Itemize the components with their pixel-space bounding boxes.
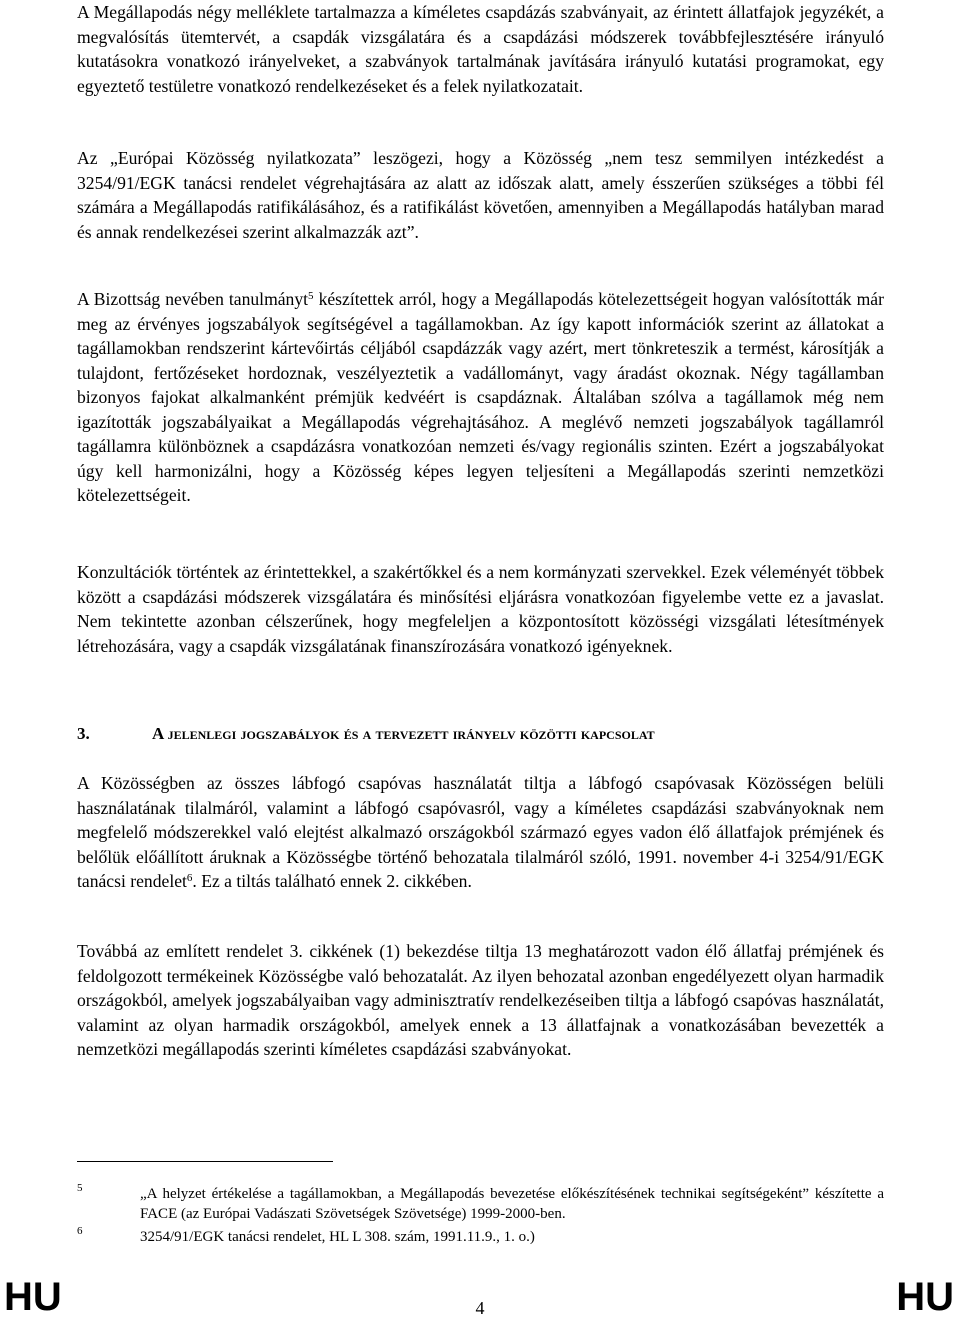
section-title: A jelenlegi jogszabályok és a tervezett irányelv közötti kapcsolat [152, 724, 655, 743]
paragraph-text: A Bizottság nevében tanulmányt [77, 289, 309, 309]
footnote-reference-5[interactable]: 5 [308, 290, 314, 302]
footnote-separator [77, 1161, 333, 1162]
footnote-mark: 5 [77, 1182, 83, 1194]
section-heading [77, 722, 884, 746]
paragraph-text: készítettek arról, hogy a Megállapodás kötelezettségeit hogyan valósították már meg az érvényes jogszabályok segítségével a tagállamokban. Az így kapott információk szerint az állatokat a tagállamokban rendszerint kártevőirtás céljából csapdázzák vagy azért, mert tönkreteszik a termést, károsítják a tulajdont, fertőzéseket hordoznak, veszélyeztetik a vadállományt, vagy áradást okoznak. Négy tagállamban bizonyos fajokat alkalmanként prémjük kedvéért is csapdáznak. Általában szólva a tagállamok még nem igazították jogszabályaikat a Megállapodás végrehajtásához. A meglévő nemzeti jogszabályok tagállamról tagállamra különböznek a csapdázásra vonatkozóan nemzeti és/vagy regionális szinten. Ezért a jogszabályokat úgy kell harmonizálni, hogy a Közösség képes legyen teljesíteni a Megállapodás szerinti nemzetközi kötelezettségeit. [77, 289, 884, 505]
footnote-mark: 6 [77, 1225, 83, 1237]
footnote-text: „A helyzet értékelése a tagállamokban, a Megállapodás bevezetése előkészítésének technikai segítségeként” készítette a FACE (az Európai Vadászati Szövetségek Szövetsége) 1999-2000-ben. [140, 1186, 884, 1222]
footnote-text: 3254/91/EGK tanácsi rendelet, HL L 308. szám, 1991.11.9., 1. o.) [140, 1229, 535, 1245]
paragraph-text: . Ez a tiltás található ennek 2. cikkében. [192, 871, 472, 891]
paragraph-community-declaration: Az „Európai Közösség nyilatkozata” leszögezi, hogy a Közösség „nem tesz semmilyen intézkedést a 3254/91/EGK tanácsi rendelet végrehajtására az alatt az időszak alatt, amely ésszerűen szükséges a többi fél számára a Megállapodás ratifikálásához, és a ratifikálást követően, amennyiben a Megállapodás hatályban marad és annak rendelkezései szerint alkalmazzák azt”. [77, 148, 884, 242]
section-number: 3. [77, 724, 90, 743]
footnote-reference-6[interactable]: 6 [186, 872, 193, 884]
paragraph-consultations: Konzultációk történtek az érintettekkel, a szakértőkkel és a nem kormányzati szervekkel. Ezek véleményét többek között a csapdázási módszerek vizsgálatára és minősítési eljárásra vonatkozóan figyelembe vette ez a javaslat. Nem tekintette azonban célszerűnek, hogy megfeleljen a központosított közösségi vizsgálati létesítmények létrehozására, vagy a csapdák vizsgálatának finanszírozására vonatkozó igényeknek. [77, 562, 884, 656]
paragraph-commission-study [77, 287, 884, 508]
language-code-left: HU [4, 1275, 62, 1319]
footnote-5 [77, 1184, 884, 1224]
page-number: 4 [475, 1298, 485, 1318]
paragraph-text: A Közösségben az összes lábfogó csapóvas használatát tiltja a lábfogó csapóvasak Közösségen belüli használatának tilalmáról, valamint a lábfogó csapóvasról, vagy a kíméletes csapdázási szabványoknak nem megfelelő módszerekkel való elejtést alkalmazó országokból származó egyes vadon élő állatfajok prémjének és belőlük előállított áruknak a Közösségbe történő behozatala tilalmáról szóló, 1991. november 4-i 3254/91/EGK tanácsi rendelet [77, 773, 884, 891]
paragraph-current-legislation [77, 771, 884, 894]
paragraph-annexes: A Megállapodás négy melléklete tartalmazza a kíméletes csapdázás szabványait, az érintett állatfajok jegyzékét, a megvalósítás ütemtervét, a csapdák vizsgálatára és a csapdázási módszerek továbbfejlesztésére irányuló kutatásokra vonatkozó irányelveket, a szabványok tartalmának javítására irányuló kutatási programokat, egy egyeztető testületre vonatkozó rendelkezéseket és a felek nyilatkozatait. [77, 2, 884, 96]
language-code-right: HU [896, 1275, 954, 1319]
paragraph-import-ban: Továbbá az említett rendelet 3. cikkének (1) bekezdése tiltja 13 meghatározott vadon élő állatfaj prémjének és feldolgozott termékeinek Közösségbe való behozatalát. Az ilyen behozatal azonban engedélyezett olyan harmadik országokból, amelyek jogszabályaiban vagy adminisztratív rendelkezéseiben tiltja a lábfogó csapóvas használatát, valamint az olyan harmadik országokból, amelyek ennek a 13 állatfajnak a vonatkozásában bevezették a nemzetközi megállapodás szerinti kíméletes csapdázási szabványokat. [77, 941, 884, 1059]
footnote-6 [77, 1227, 884, 1247]
